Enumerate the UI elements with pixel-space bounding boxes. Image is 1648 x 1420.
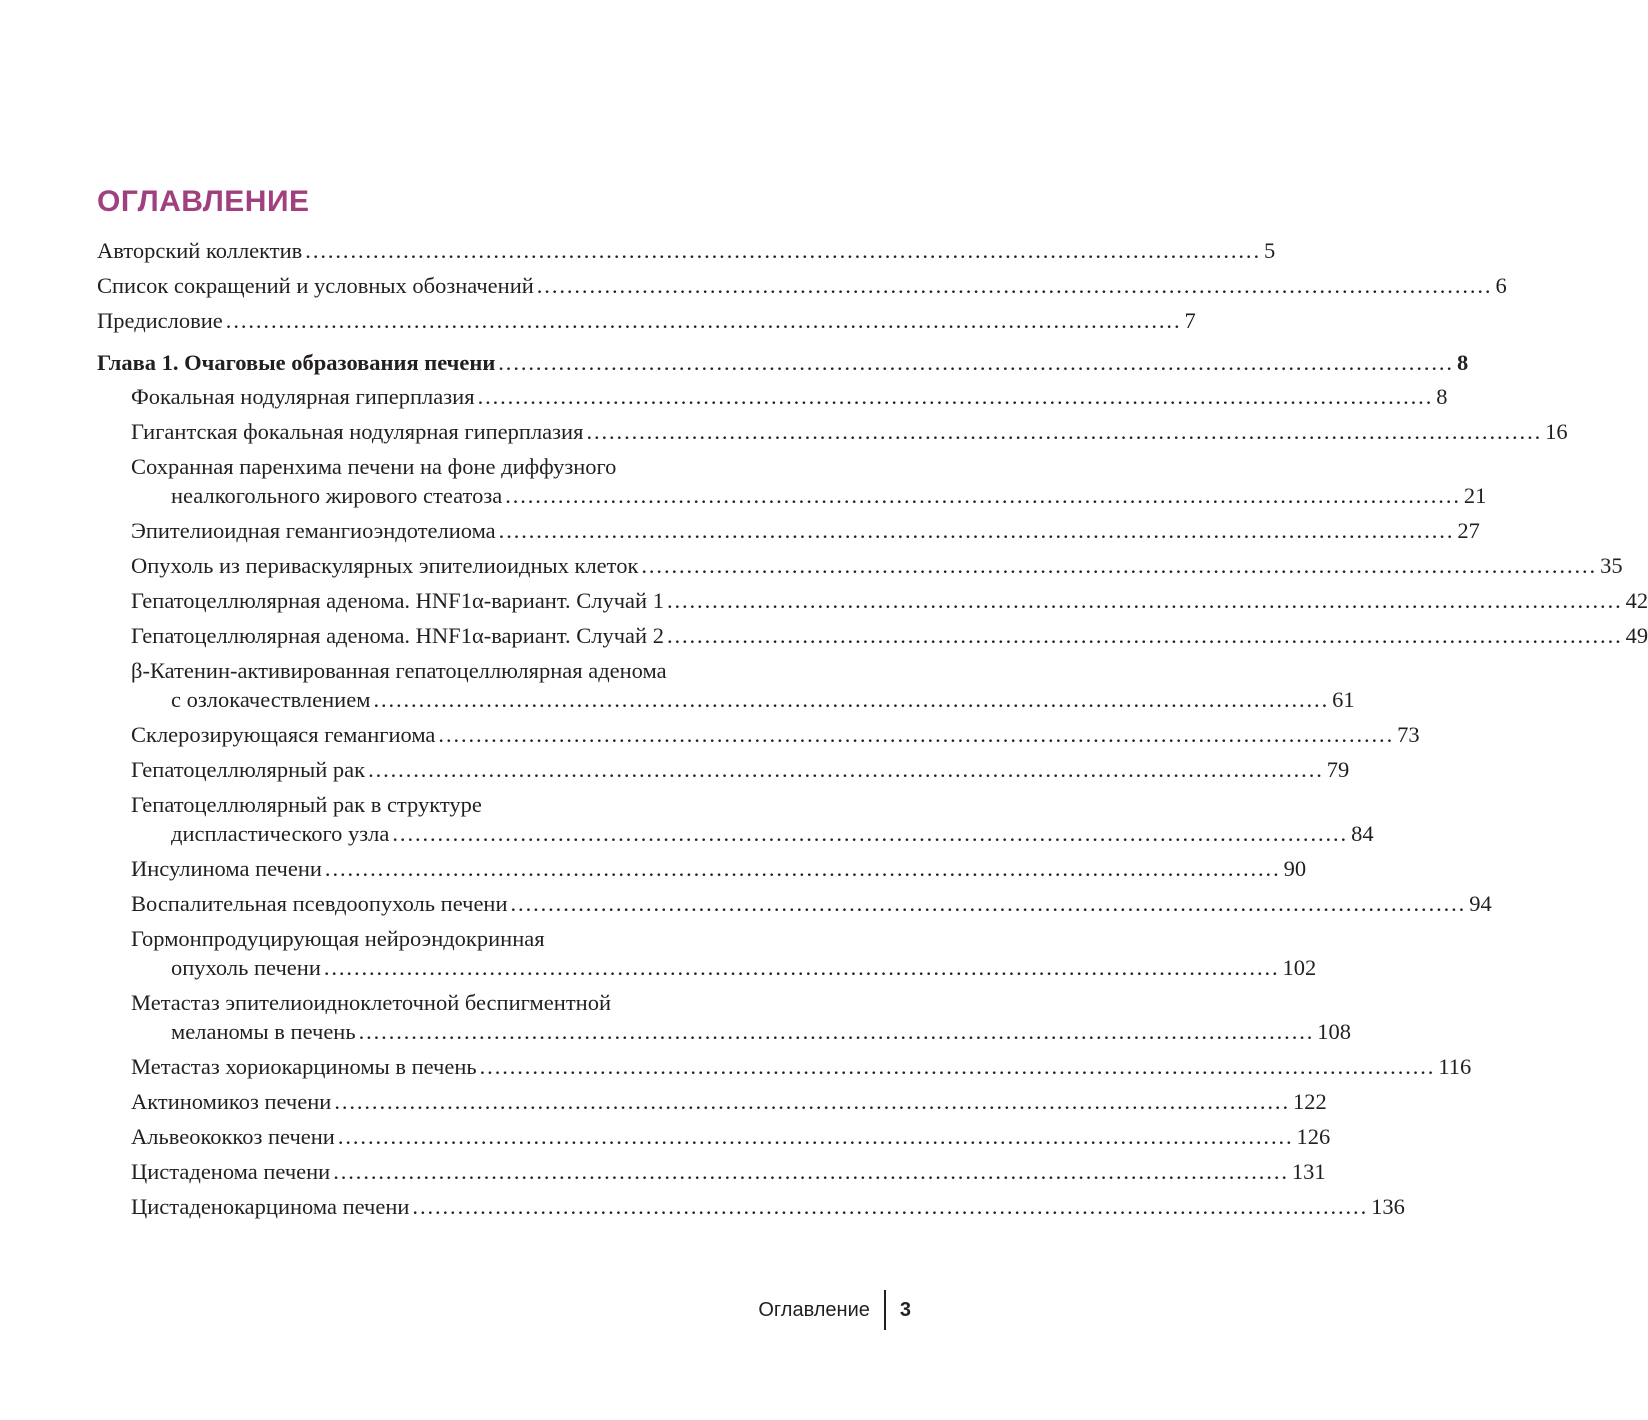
toc-dot-leader: ............................................................................................................................... bbox=[477, 384, 1434, 409]
toc-entry-title: Метастаз эпителиоидноклеточной беспигментной bbox=[131, 990, 611, 1015]
toc-entry-title: Гормонпродуцирующая нейроэндокринная bbox=[131, 926, 545, 951]
toc-entry[interactable] bbox=[97, 516, 1480, 545]
toc-entry[interactable] bbox=[97, 790, 1374, 848]
toc-dot-leader: ............................................................................................................................... bbox=[510, 891, 1467, 916]
toc-page-number: 116 bbox=[1438, 1054, 1472, 1079]
toc-entry-title-continued: неалкогольного жирового стеатоза bbox=[171, 483, 503, 508]
toc-dot-leader: ............................................................................................................................... bbox=[498, 518, 1455, 543]
toc-page-number: 94 bbox=[1469, 891, 1492, 916]
toc-entry-title: Предисловие bbox=[97, 308, 223, 333]
page-number: 3 bbox=[899, 1298, 911, 1321]
toc-entry-title: Фокальная нодулярная гиперплазия bbox=[131, 384, 475, 409]
toc-entry-title: Гепатоцеллюлярный рак в структуре bbox=[131, 792, 482, 817]
toc-page-number: 35 bbox=[1600, 553, 1623, 578]
toc-entry-title: Гепатоцеллюлярная аденома. HNF1α-вариант. Случай 1 bbox=[131, 588, 664, 613]
toc-page-number: 102 bbox=[1282, 955, 1317, 980]
toc-page-number: 5 bbox=[1263, 238, 1276, 263]
toc-page-number: 61 bbox=[1332, 687, 1355, 712]
toc-entry[interactable] bbox=[97, 1122, 1331, 1151]
toc-dot-leader: ............................................................................................................................... bbox=[641, 553, 1598, 578]
toc-entry-title-continued: диспластического узла bbox=[171, 821, 390, 846]
toc-entry-title: Глава 1. Очаговые образования печени bbox=[97, 350, 496, 375]
toc-page-number: 21 bbox=[1463, 483, 1487, 508]
toc-entry-title: Актиномикоз печени bbox=[131, 1089, 332, 1114]
toc-entry-title-continued: опухоль печени bbox=[171, 955, 321, 980]
toc-entry[interactable] bbox=[97, 988, 1352, 1046]
toc-dot-leader: ............................................................................................................................... bbox=[333, 1159, 1289, 1184]
toc-entry[interactable] bbox=[97, 236, 1276, 265]
toc-entry[interactable] bbox=[97, 452, 1487, 510]
page-title: ОГЛАВЛЕНИЕ bbox=[97, 185, 310, 218]
toc-dot-leader: ............................................................................................................................... bbox=[412, 1194, 1369, 1219]
toc-entry-title: Авторский коллектив bbox=[97, 238, 303, 263]
toc-entry[interactable] bbox=[97, 1087, 1327, 1116]
toc-page-number: 7 bbox=[1184, 308, 1196, 333]
toc-dot-leader: ............................................................................................................................... bbox=[334, 1089, 1290, 1114]
page-footer bbox=[758, 1290, 911, 1330]
toc-dot-leader: ............................................................................................................................... bbox=[586, 419, 1543, 444]
toc-entry[interactable] bbox=[97, 720, 1420, 749]
toc-entry[interactable] bbox=[97, 306, 1196, 335]
toc-dot-leader: ............................................................................................................................... bbox=[324, 856, 1281, 881]
toc-dot-leader: ............................................................................................................................... bbox=[392, 821, 1349, 846]
toc-entry-title: β-Катенин-активированная гепатоцеллюлярная аденома bbox=[131, 658, 667, 683]
toc-dot-leader: ............................................................................................................................... bbox=[536, 273, 1493, 298]
toc-page-number: 79 bbox=[1326, 757, 1350, 782]
toc-entry-title: Гигантская фокальная нодулярная гиперплазия bbox=[131, 419, 584, 444]
toc-page-number: 6 bbox=[1495, 273, 1507, 298]
toc-entry-title-continued: меланомы в печень bbox=[171, 1019, 356, 1044]
toc-entry[interactable] bbox=[97, 656, 1355, 714]
toc-page-number: 122 bbox=[1293, 1089, 1327, 1114]
toc-entry-title: Список сокращений и условных обозначений bbox=[97, 273, 534, 298]
toc-entry[interactable] bbox=[97, 417, 1568, 446]
toc-dot-leader: ............................................................................................................................... bbox=[373, 687, 1330, 712]
toc-dot-leader: ............................................................................................................................... bbox=[666, 588, 1623, 613]
toc-page-number: 126 bbox=[1296, 1124, 1331, 1149]
toc-dot-leader: ............................................................................................................................... bbox=[323, 955, 1280, 980]
toc-dot-leader: ............................................................................................................................... bbox=[337, 1124, 1294, 1149]
toc-entry-title: Опухоль из периваскулярных эпителиоидных клеток bbox=[131, 553, 639, 578]
toc-entry[interactable] bbox=[97, 382, 1448, 411]
toc-dot-leader: ............................................................................................................................... bbox=[498, 350, 1454, 375]
toc-entry[interactable] bbox=[97, 586, 1648, 615]
toc-page-number: 42 bbox=[1625, 588, 1648, 613]
toc-entry-title: Эпителиоидная гемангиоэндотелиома bbox=[131, 518, 496, 543]
toc-page-number: 8 bbox=[1436, 384, 1448, 409]
footer-section-label: Оглавление bbox=[758, 1298, 870, 1321]
toc-entry[interactable] bbox=[97, 854, 1307, 883]
toc-page-number: 27 bbox=[1457, 518, 1480, 543]
toc-dot-leader: ............................................................................................................................... bbox=[479, 1054, 1436, 1079]
toc-entry[interactable] bbox=[97, 271, 1507, 300]
toc-entry-title: Цистаденокарцинома печени bbox=[131, 1194, 410, 1219]
toc-dot-leader: ............................................................................................................................... bbox=[438, 722, 1395, 747]
toc-dot-leader: ............................................................................................................................... bbox=[505, 483, 1461, 508]
toc-page-number: 73 bbox=[1397, 722, 1420, 747]
toc-entry-title: Гепатоцеллюлярная аденома. HNF1α-вариант. Случай 2 bbox=[131, 623, 664, 648]
toc-dot-leader: ............................................................................................................................... bbox=[358, 1019, 1315, 1044]
toc-entry-title: Альвеококкоз печени bbox=[131, 1124, 335, 1149]
toc-entry-title: Сохранная паренхима печени на фоне диффузного bbox=[131, 454, 617, 479]
toc-entry-title-continued: с озлокачествлением bbox=[171, 687, 371, 712]
toc-page-number: 8 bbox=[1456, 350, 1469, 375]
toc-dot-leader: ............................................................................................................................... bbox=[225, 308, 1182, 333]
toc-entry[interactable] bbox=[97, 889, 1492, 918]
toc-page-number: 84 bbox=[1351, 821, 1374, 846]
toc-entry[interactable] bbox=[97, 1052, 1472, 1081]
toc-page-number: 136 bbox=[1371, 1194, 1405, 1219]
toc-entry-title: Метастаз хориокарциномы в печень bbox=[131, 1054, 477, 1079]
toc-entry[interactable] bbox=[97, 924, 1317, 982]
toc-entry[interactable] bbox=[97, 1157, 1326, 1186]
toc-page-number: 108 bbox=[1317, 1019, 1352, 1044]
toc-entry-title: Инсулинома печени bbox=[131, 856, 322, 881]
toc-page-number: 49 bbox=[1625, 623, 1648, 648]
toc-dot-leader: ............................................................................................................................... bbox=[305, 238, 1261, 263]
toc-chapter-entry[interactable] bbox=[97, 348, 1469, 377]
toc-page-number: 90 bbox=[1283, 856, 1307, 881]
toc-dot-leader: ............................................................................................................................... bbox=[666, 623, 1623, 648]
toc-entry-title: Воспалительная псевдоопухоль печени bbox=[131, 891, 508, 916]
toc-page-number: 16 bbox=[1545, 419, 1568, 444]
toc-entry-title: Склерозирующаяся гемангиома bbox=[131, 722, 436, 747]
toc-entry-title: Гепатоцеллюлярный рак bbox=[131, 757, 366, 782]
toc-entry-title: Цистаденома печени bbox=[131, 1159, 331, 1184]
toc-entry[interactable] bbox=[97, 755, 1350, 784]
table-of-contents bbox=[97, 236, 1648, 1227]
toc-entry[interactable] bbox=[97, 1192, 1405, 1221]
toc-dot-leader: ............................................................................................................................... bbox=[368, 757, 1324, 782]
toc-page-number: 131 bbox=[1291, 1159, 1326, 1184]
toc-entry[interactable] bbox=[97, 551, 1623, 580]
toc-entry[interactable] bbox=[97, 621, 1648, 650]
